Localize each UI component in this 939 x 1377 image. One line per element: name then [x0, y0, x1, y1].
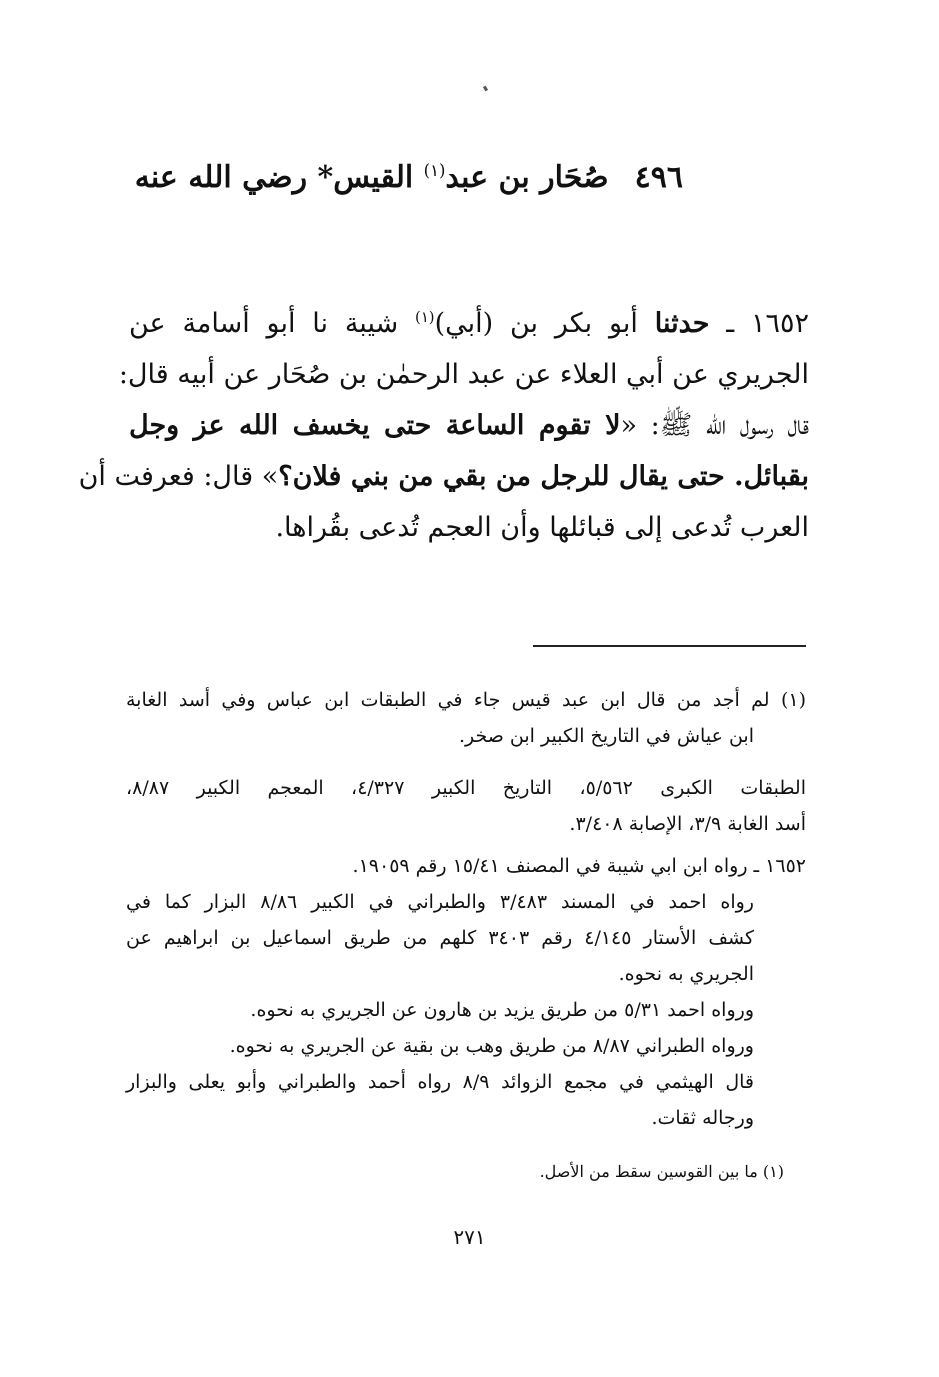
hadith-line-2: الجريري عن أبي العلاء عن عبد الرحمٰن بن صُحَار عن أبيه قال: [118, 359, 809, 390]
entry-heading [134, 150, 683, 206]
hadith-text [78, 298, 809, 553]
prophet-saying-1: لا تقوم الساعة حتى يخسف الله عز وجل [129, 410, 621, 441]
footnote-star-line-2: أسد الغابة ٣/٩، الإصابة ٣/٤٠٨. [569, 813, 806, 835]
hadith-line-1-a: أبو بكر بن (أبي) [434, 308, 655, 339]
hadith-opening: حدثنا [654, 308, 710, 339]
hadith-number: ١٦٥٢ ـ [709, 308, 809, 339]
hadith-line-1-b: شيبة نا أبو أسامة عن [129, 308, 416, 339]
entry-name-part2: القيس* رضي الله عنه [134, 160, 424, 195]
footnote-1 [126, 682, 806, 754]
scan-speck [483, 86, 488, 92]
footnote-hadith [126, 848, 806, 1136]
hadith-line-3 [129, 400, 809, 451]
entry-number: ٤٩٦ [634, 160, 683, 195]
footnote-mark: (١) [415, 308, 435, 326]
footnote-hadith-line-3: كشف الأستار ٤/١٤٥ رقم ٣٤٠٣ كلهم من طريق اسماعيل بن ابراهيم عن [126, 927, 755, 949]
footnote-mark: (١) [423, 161, 446, 180]
hadith-line-4-a: » قال: فعرفت أن [78, 461, 279, 492]
footnote-star-line-1: الطبقات الكبرى ٥/٥٦٢، التاريخ الكبير ٤/٣٢٧، المعجم الكبير ٨/٨٧، [126, 777, 807, 799]
hadith-line-5: العرب تُدعى إلى قبائلها وأن العجم تُدعى بقُراها. [275, 512, 809, 543]
footnote-hadith-line-4: الجريري به نحوه. [618, 963, 754, 985]
hadith-line-4 [78, 451, 809, 502]
footnote-star [126, 770, 806, 842]
hadith-line-3-a: قال رسول الله ﷺ: « [620, 410, 809, 441]
hadith-line-1 [129, 298, 809, 349]
footnote-hadith-line-7: قال الهيثمي في مجمع الزوائد ٨/٩ رواه أحمد والطبراني وأبو يعلى والبزار [126, 1071, 754, 1093]
footnote-hadith-line-2: رواه احمد في المسند ٣/٤٨٣ والطبراني في الكبير ٨/٨٦ البزار كما في [126, 891, 754, 913]
prophet-saying-2: بقبائل. حتى يقال للرجل من بقي من بني فلان؟ [278, 461, 809, 492]
footnote-1-line-1: (١) لم أجد من قال ابن عبد قيس جاء في الطبقات ابن عباس وفي أسد الغابة [126, 689, 806, 711]
sub-footnote: (١) ما بين القوسين سقط من الأصل. [539, 1162, 784, 1181]
footnote-hadith-line-8: ورجاله ثقات. [651, 1107, 754, 1129]
footnote-hadith-line-5: ورواه احمد ٥/٣١ من طريق يزيد بن هارون عن الجريري به نحوه. [250, 999, 754, 1021]
page-number: ٢٧١ [453, 1225, 486, 1249]
entry-name-part1: صُحَار بن عبد [445, 160, 609, 195]
footnote-hadith-line-6: ورواه الطبراني ٨/٨٧ من طريق وهب بن بقية عن الجريري به نحوه. [229, 1035, 754, 1057]
footnote-hadith-line-1: ١٦٥٢ ـ رواه ابن ابي شيبة في المصنف ١٥/٤١ رقم ١٩٠٥٩. [352, 855, 806, 877]
footnote-1-line-2: ابن عياش في التاريخ الكبير ابن صخر. [458, 725, 754, 747]
footnote-divider [533, 645, 806, 647]
